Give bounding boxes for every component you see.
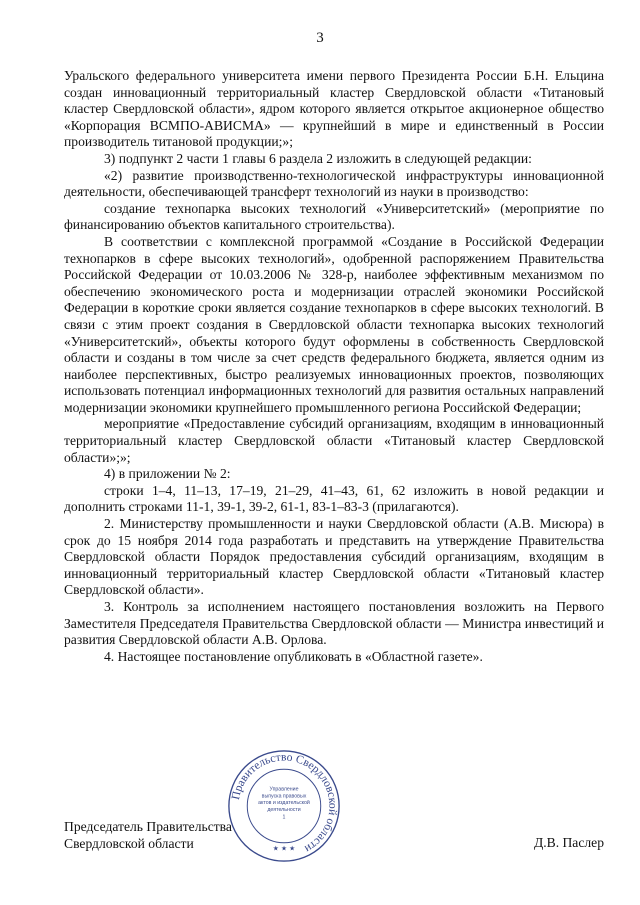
signatory-title-line: Председатель Правительства [64,819,232,834]
signatory-name: Д.В. Паслер [533,835,604,850]
paragraph: В соответствии с комплексной программой «Создание в Российской Федерации технопарков в сфере высоких технологий», одобренной распоряжением Правительства Российской Федерации от 10.03.2006 № 328-р, наиболее эффективным механизмом по обеспечению экономического роста и модернизации отраслей экономики Российской Федерации в короткие сроки является создание технопарков в сфере высоких технологий. В связи с этим проект создания в Свердловской области технопарка высоких технологий «Университетский», объекты которого будут оформлены в собственность Свердловской области и созданы в том числе за счет средств федерального бюджета, является одним из наиболее перспективных, быстро реализуемых инновационных проектов, позволяющих использовать потенциал информационных технологий для развития остальных направлений модернизации экономики крупнейшего промышленного региона Российской Федерации; [64,233,604,415]
page-number: 3 [316,30,324,46]
document-body [64,68,604,665]
official-stamp [226,748,342,864]
paragraph: 4) в приложении № 2: [104,466,231,482]
paragraph: 3. Контроль за исполнением настоящего постановления возложить на Первого Заместителя Председателя Правительства Свердловской области — Министра инвестиций и развития Свердловской области А.В. Орлова. [64,599,604,648]
signatory-title [64,818,232,852]
stamp-inner-text: актов и издательской [258,800,310,807]
stamp-inner-text: деятельности [267,806,301,813]
stamp-number: 1 [282,814,286,821]
stamp-stars: ★ ★ ★ [272,844,296,853]
paragraph: Уральского федерального университета имени первого Президента России Б.Н. Ельцина создан инновационный территориальный кластер Свердловской области «Титановый кластер Свердловской области», ядром которого является открытое акционерное общество «Корпорация ВСМПО-АВИСМА» — крупнейший в мире и единственный в России производитель титановой продукции;»; [64,68,604,150]
paragraph: 2. Министерству промышленности и науки Свердловской области (А.В. Мисюра) в срок до 15 ноября 2014 года разработать и представить на утверждение Правительства Свердловской области Порядок предоставления субсидий организациям, входящим в инновационный территориальный кластер Свердловской области «Титановый кластер Свердловской области». [64,516,604,598]
stamp-inner-text: Управление [269,786,299,793]
stamp-ring-text: Правительство Свердловской области [228,750,340,856]
paragraph: мероприятие «Предоставление субсидий организациям, входящим в инновационный территориальный кластер Свердловской области «Титановый кластер Свердловской области»;»; [64,416,604,465]
paragraph: 4. Настоящее постановление опубликовать в «Областной газете». [104,648,483,664]
stamp-inner-text: выпуска правовых [261,793,307,800]
paragraph: строки 1–4, 11–13, 17–19, 21–29, 41–43, 61, 62 изложить в новой редакции и дополнить строками 11-1, 39-1, 39-2, 61-1, 83-1–83-3 (прилагаются). [64,482,604,515]
paragraph: 3) подпункт 2 части 1 главы 6 раздела 2 изложить в следующей редакции: [104,150,532,166]
paragraph: «2) развитие производственно-технологической инфраструктуры инновационной деятельности, обеспечивающей трансферт технологий из науки в производство: [64,167,604,200]
signatory-title-line: Свердловской области [64,836,194,851]
paragraph: создание технопарка высоких технологий «Университетский» (мероприятие по финансированию объектов капитального строительства). [64,200,604,233]
